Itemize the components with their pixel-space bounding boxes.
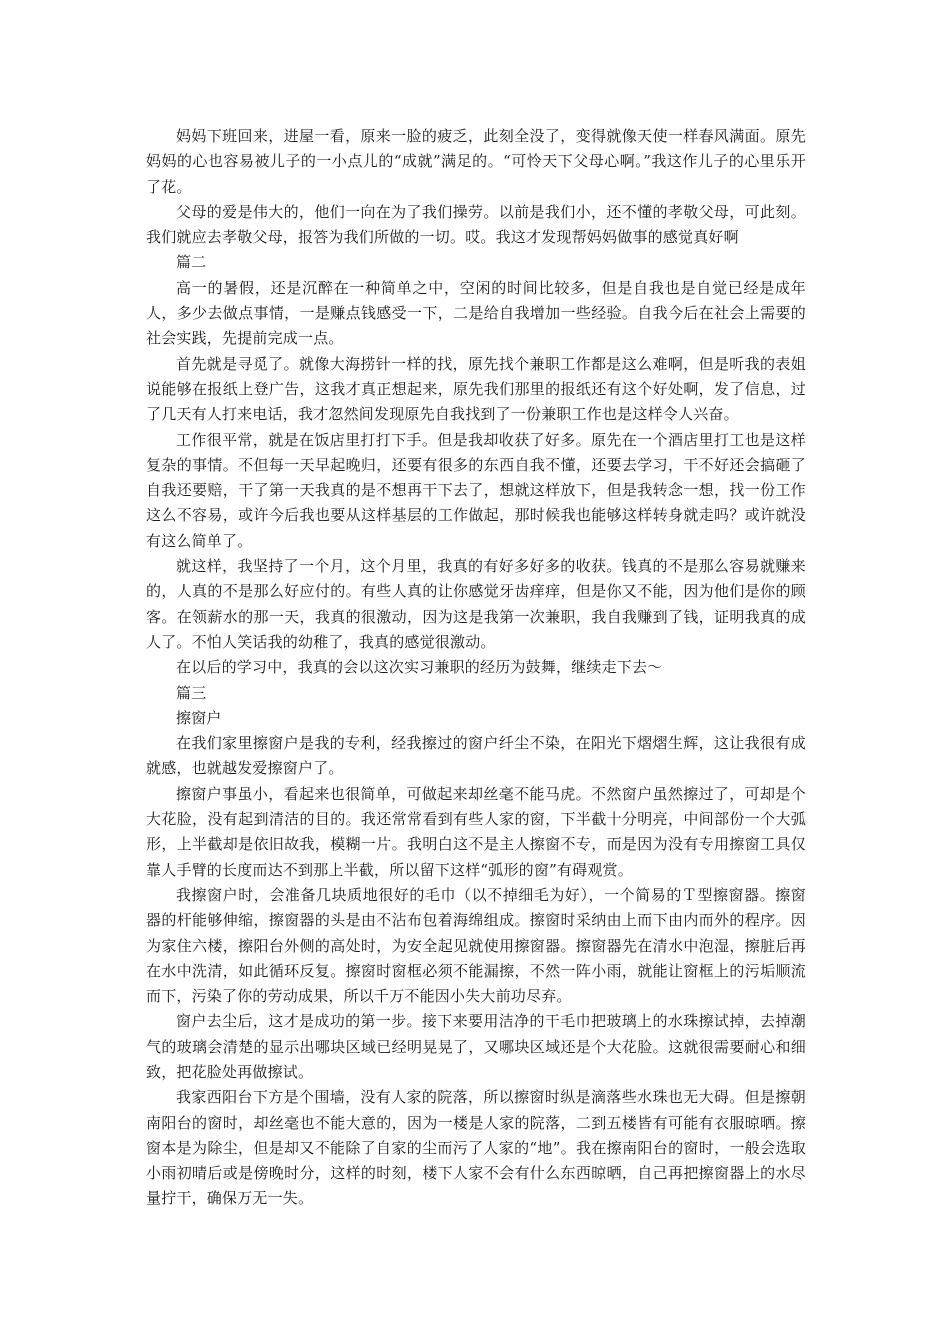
paragraph: 父母的爱是伟大的，他们一向在为了我们操劳。以前是我们小，还不懂的孝敬父母，可此刻。我们就应去孝敬父母，报答为我们所做的一切。哎。我这才发现帮妈妈做事的感觉真好啊 [146, 202, 806, 247]
section-heading: 篇三 [176, 683, 207, 702]
document-page [146, 124, 806, 1212]
paragraph: 就这样，我坚持了一个月，这个月里，我真的有好多好多的收获。钱真的不是那么容易就赚来的，人真的不是那么好应付的。有些人真的让你感觉牙齿痒痒，但是你又不能，因为他们是你的顾客。在领薪水的那一天，我真的很激动，因为这是我第一次兼职，我自我赚到了钱，证明我真的成人了。不怕人笑话我的幼稚了，我真的感觉很激动。 [146, 557, 806, 651]
paragraph: 首先就是寻觅了。就像大海捞针一样的找，原先找个兼职工作都是这么难啊，但是听我的表姐说能够在报纸上登广告，这我才真正想起来，原先我们那里的报纸还有这个好处啊，发了信息，过了几天有人打来电话，我才忽然间发现原先自我找到了一份兼职工作也是这样令人兴奋。 [146, 354, 806, 424]
paragraph: 在我们家里擦窗户是我的专利，经我擦过的窗户纤尘不染，在阳光下熠熠生辉，这让我很有成就感，也就越发爱擦窗户了。 [146, 734, 806, 778]
section-heading: 篇二 [176, 253, 207, 272]
paragraph: 工作很平常，就是在饭店里打打下手。但是我却收获了好多。原先在一个酒店里打工也是这样复杂的事情。不但每一天早起晚归，还要有很多的东西自我不懂，还要去学习，干不好还会搞砸了自我还要赔，干了第一天我真的是不想再干下去了，想就这样放下，但是我转念一想，找一份工作这么不容易，或许今后我也要从这样基层的工作做起，那时候我也能够这样转身就走吗？或许就没有这么简单了。 [146, 430, 806, 550]
paragraph: 在以后的学习中，我真的会以这次实习兼职的经历为鼓舞，继续走下去～ [176, 658, 663, 677]
paragraph: 我擦窗户时，会准备几块质地很好的毛巾（以不掉细毛为好），一个简易的Ｔ型擦窗器。擦窗器的杆能够伸缩，擦窗器的头是由不沾布包着海绵组成。擦窗时采纳由上而下由内而外的程序。因为家住六楼，擦阳台外侧的高处时，为安全起见就使用擦窗器。擦窗器先在清水中泡湿，擦脏后再在水中洗清，如此循环反复。擦窗时窗框必须不能漏擦，不然一阵小雨，就能让窗框上的污垢顺流而下，污染了你的劳动成果，所以千万不能因小失大前功尽弃。 [146, 885, 806, 1006]
paragraph: 我家西阳台下方是个围墙，没有人家的院落，所以擦窗时纵是滴落些水珠也无大碍。但是擦朝南阳台的窗时，却丝毫也不能大意的，因为一楼是人家的院落，二到五楼皆有可能有衣服晾晒。擦窗本是为除尘，但是却又不能除了自家的尘而污了人家的“地”。我在擦南阳台的窗时，一般会选取小雨初晴后或是傍晚时分，这样的时刻，楼下人家不会有什么东西晾晒，自己再把擦窗器上的水尽量拧干，确保万无一失。 [146, 1088, 806, 1208]
paragraph: 妈妈下班回来，进屋一看，原来一脸的疲乏，此刻全没了，变得就像天使一样春风满面。原先妈妈的心也容易被儿子的一小点儿的“成就”满足的。“可怜天下父母心啊。”我这作儿子的心里乐开了花。 [146, 127, 806, 196]
essay-title: 擦窗户 [176, 708, 222, 727]
paragraph: 擦窗户事虽小，看起来也很简单，可做起来却丝毫不能马虎。不然窗户虽然擦过了，可却是个大花脸，没有起到清洁的目的。我还常常看到有些人家的窗，下半截十分明亮，中间部份一个大弧形，上半截却是依旧故我，模糊一片。我明白这不是主人擦窗不专，而是因为没有专用擦窗工具仅靠人手臂的长度而达不到那上半截，所以留下这样“弧形的窗”有碍观赏。 [146, 784, 806, 879]
paragraph: 高一的暑假，还是沉醉在一种简单之中，空闲的时间比较多，但是自我也是自觉已经是成年人，多少去做点事情，一是赚点钱感受一下，二是给自我增加一些经验。自我今后在社会上需要的社会实践，先提前完成一点。 [146, 278, 806, 348]
paragraph: 窗户去尘后，这才是成功的第一步。接下来要用洁净的干毛巾把玻璃上的水珠擦试掉，去掉潮气的玻璃会清楚的显示出哪块区域已经明晃晃了，又哪块区域还是个大花脸。这就很需要耐心和细致，把花脸处再做擦试。 [146, 1012, 806, 1081]
